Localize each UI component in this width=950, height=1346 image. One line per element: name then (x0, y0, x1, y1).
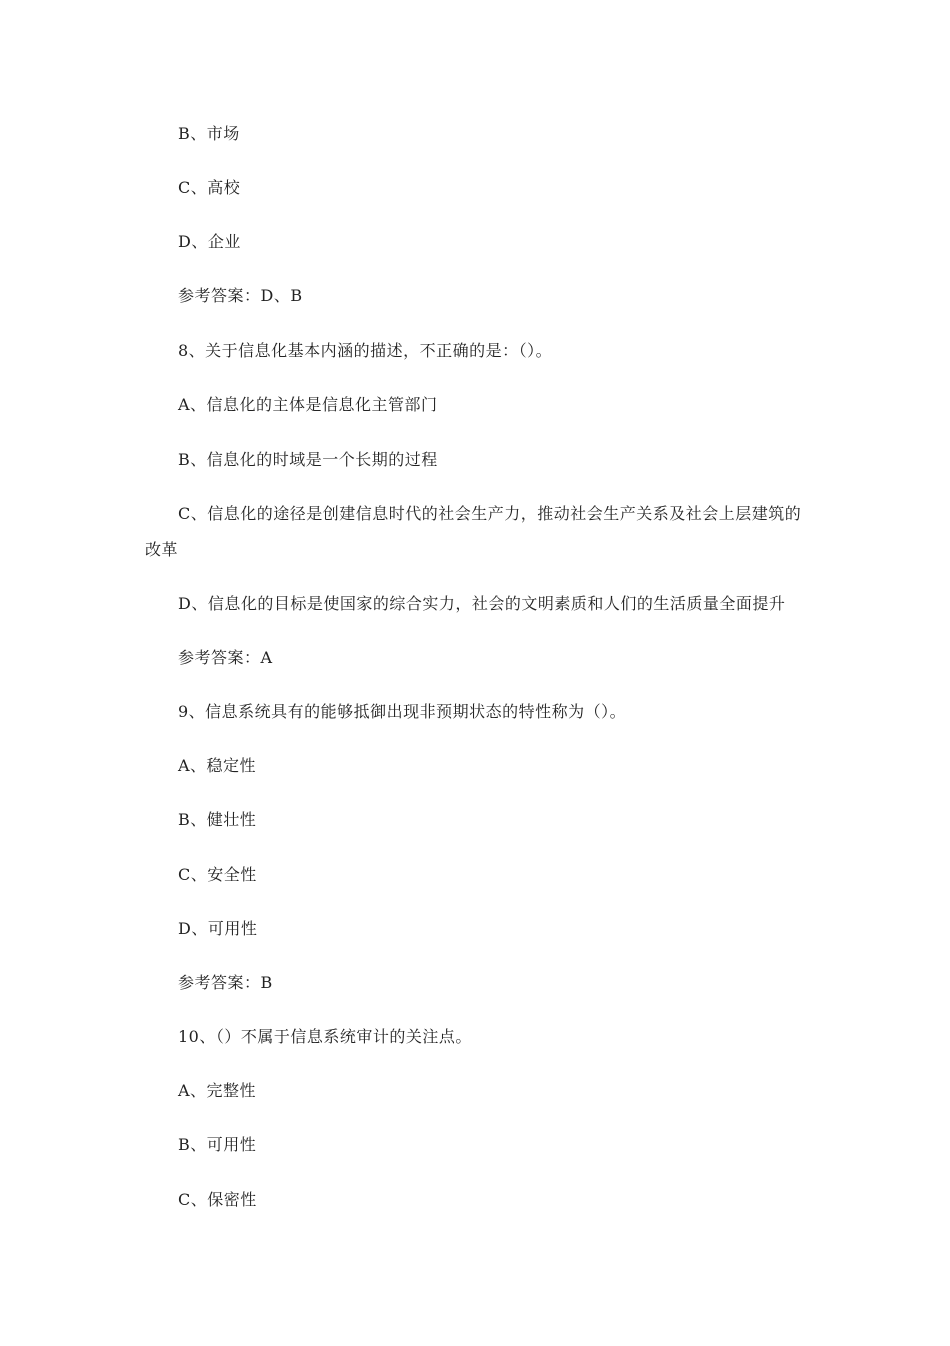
option-c-q10: C、保密性 (178, 1190, 257, 1209)
option-b-q10: B、可用性 (178, 1135, 257, 1154)
option-a-q9: A、稳定性 (178, 756, 257, 775)
option-b-q8: B、信息化的时域是一个长期的过程 (178, 450, 438, 469)
option-c-q7: C、高校 (178, 178, 241, 197)
option-d-q9: D、可用性 (178, 919, 258, 938)
question-10: 10、（）不属于信息系统审计的关注点。 (178, 1027, 472, 1046)
option-c-q8-continuation: 改革 (145, 540, 179, 559)
option-b-q9: B、健壮性 (178, 810, 257, 829)
option-a-q8: A、信息化的主体是信息化主管部门 (178, 395, 438, 414)
answer-q8: 参考答案：A (178, 648, 273, 667)
option-d-q7: D、企业 (178, 232, 241, 251)
question-8: 8、关于信息化基本内涵的描述，不正确的是：（）。 (178, 341, 553, 360)
option-c-q9: C、安全性 (178, 865, 257, 884)
option-c-q8: C、信息化的途径是创建信息时代的社会生产力，推动社会生产关系及社会上层建筑的 (178, 504, 802, 523)
option-a-q10: A、完整性 (178, 1081, 257, 1100)
question-9: 9、信息系统具有的能够抵御出现非预期状态的特性称为（）。 (178, 702, 627, 721)
answer-q7: 参考答案：D、B (178, 286, 303, 305)
answer-q9: 参考答案：B (178, 973, 273, 992)
option-d-q8: D、信息化的目标是使国家的综合实力，社会的文明素质和人们的生活质量全面提升 (178, 594, 786, 613)
option-b-q7: B、市场 (178, 124, 240, 143)
